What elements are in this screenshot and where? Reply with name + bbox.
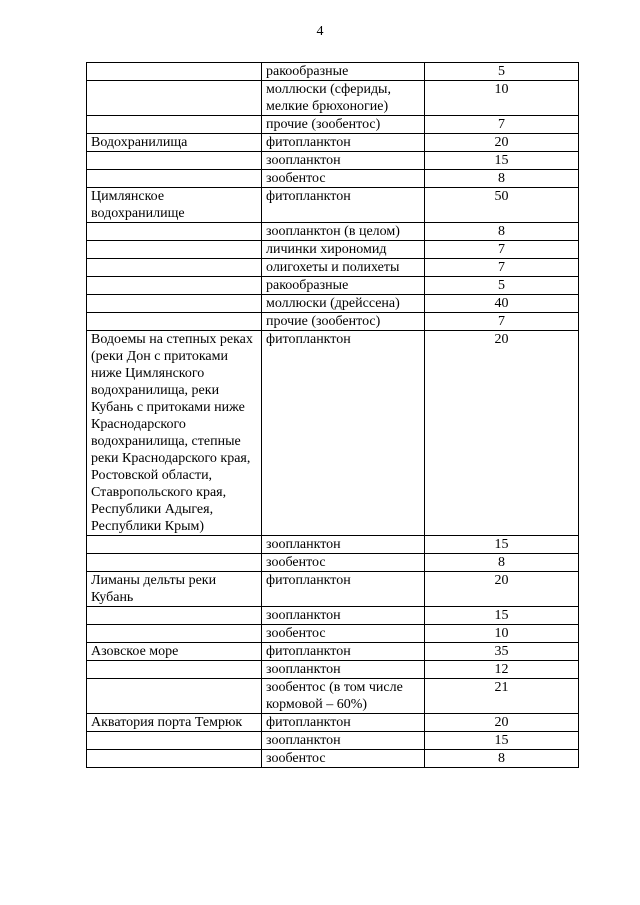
organism-cell: прочие (зообентос) (262, 313, 425, 331)
water-body-cell (87, 750, 262, 768)
value-cell: 20 (425, 331, 579, 536)
water-body-cell: Лиманы дельты реки Кубань (87, 572, 262, 607)
organism-cell: ракообразные (262, 277, 425, 295)
water-body-cell (87, 81, 262, 116)
table-row (87, 223, 579, 241)
value-cell: 20 (425, 134, 579, 152)
value-cell: 8 (425, 223, 579, 241)
value-cell: 5 (425, 63, 579, 81)
water-body-cell (87, 295, 262, 313)
value-cell: 50 (425, 188, 579, 223)
water-body-cell: Цимлянское водохранилище (87, 188, 262, 223)
value-cell: 15 (425, 536, 579, 554)
water-body-cell (87, 625, 262, 643)
water-body-cell (87, 241, 262, 259)
table-row (87, 714, 579, 732)
organism-cell: фитопланктон (262, 643, 425, 661)
table-row (87, 572, 579, 607)
table-row (87, 170, 579, 188)
table-row (87, 643, 579, 661)
water-body-cell (87, 313, 262, 331)
organism-cell: зоопланктон (262, 661, 425, 679)
organism-cell: зоопланктон (262, 607, 425, 625)
table-row (87, 152, 579, 170)
value-cell: 15 (425, 152, 579, 170)
organism-cell: зоопланктон (в целом) (262, 223, 425, 241)
table-row (87, 81, 579, 116)
page-number: 4 (316, 24, 324, 39)
water-body-cell (87, 554, 262, 572)
value-cell: 20 (425, 572, 579, 607)
organism-cell: зообентос (262, 554, 425, 572)
organism-cell: ракообразные (262, 63, 425, 81)
water-body-cell (87, 63, 262, 81)
organism-cell: личинки хирономид (262, 241, 425, 259)
value-cell: 20 (425, 714, 579, 732)
table-row (87, 188, 579, 223)
value-cell: 15 (425, 732, 579, 750)
data-table (86, 62, 579, 768)
table-body (87, 63, 579, 768)
table-row (87, 63, 579, 81)
table-row (87, 679, 579, 714)
organism-cell: зоопланктон (262, 536, 425, 554)
organism-cell: зообентос (262, 750, 425, 768)
value-cell: 7 (425, 313, 579, 331)
water-body-cell (87, 732, 262, 750)
value-cell: 8 (425, 554, 579, 572)
water-body-cell: Водохранилища (87, 134, 262, 152)
table-row (87, 295, 579, 313)
water-body-cell (87, 607, 262, 625)
water-body-cell (87, 259, 262, 277)
organism-cell: зоопланктон (262, 152, 425, 170)
value-cell: 40 (425, 295, 579, 313)
organism-cell: зообентос (262, 625, 425, 643)
water-body-cell (87, 170, 262, 188)
value-cell: 35 (425, 643, 579, 661)
table-row (87, 134, 579, 152)
water-body-cell (87, 223, 262, 241)
value-cell: 8 (425, 170, 579, 188)
organism-cell: фитопланктон (262, 331, 425, 536)
organism-cell: олигохеты и полихеты (262, 259, 425, 277)
organism-cell: зоопланктон (262, 732, 425, 750)
table-row (87, 331, 579, 536)
water-body-cell (87, 679, 262, 714)
value-cell: 21 (425, 679, 579, 714)
water-body-cell: Водоемы на степных реках (реки Дон с притоками ниже Цимлянского водохранилища, реки Кубань с притоками ниже Краснодарского водохранилища, степные реки Краснодарского края, Ростовской области, Ставропольского края, Республики Адыгея, Республики Крым) (87, 331, 262, 536)
organism-cell: прочие (зообентос) (262, 116, 425, 134)
water-body-cell (87, 536, 262, 554)
organism-cell: моллюски (дрейссена) (262, 295, 425, 313)
table-row (87, 661, 579, 679)
organism-cell: фитопланктон (262, 188, 425, 223)
table-row (87, 241, 579, 259)
value-cell: 10 (425, 625, 579, 643)
organism-cell: фитопланктон (262, 134, 425, 152)
water-body-cell: Азовское море (87, 643, 262, 661)
water-body-cell: Акватория порта Темрюк (87, 714, 262, 732)
water-body-cell (87, 152, 262, 170)
value-cell: 7 (425, 259, 579, 277)
value-cell: 15 (425, 607, 579, 625)
table-row (87, 277, 579, 295)
organism-cell: зообентос (в том числе кормовой – 60%) (262, 679, 425, 714)
table-row (87, 313, 579, 331)
organism-cell: зообентос (262, 170, 425, 188)
organism-cell: фитопланктон (262, 572, 425, 607)
table-row (87, 625, 579, 643)
table-row (87, 536, 579, 554)
value-cell: 7 (425, 116, 579, 134)
organism-cell: фитопланктон (262, 714, 425, 732)
table-row (87, 750, 579, 768)
organism-cell: моллюски (сфериды, мелкие брюхоногие) (262, 81, 425, 116)
table-row (87, 732, 579, 750)
table-row (87, 607, 579, 625)
value-cell: 5 (425, 277, 579, 295)
value-cell: 12 (425, 661, 579, 679)
table-row (87, 554, 579, 572)
table-row (87, 259, 579, 277)
water-body-cell (87, 277, 262, 295)
value-cell: 8 (425, 750, 579, 768)
value-cell: 10 (425, 81, 579, 116)
water-body-cell (87, 116, 262, 134)
value-cell: 7 (425, 241, 579, 259)
table-row (87, 116, 579, 134)
water-body-cell (87, 661, 262, 679)
